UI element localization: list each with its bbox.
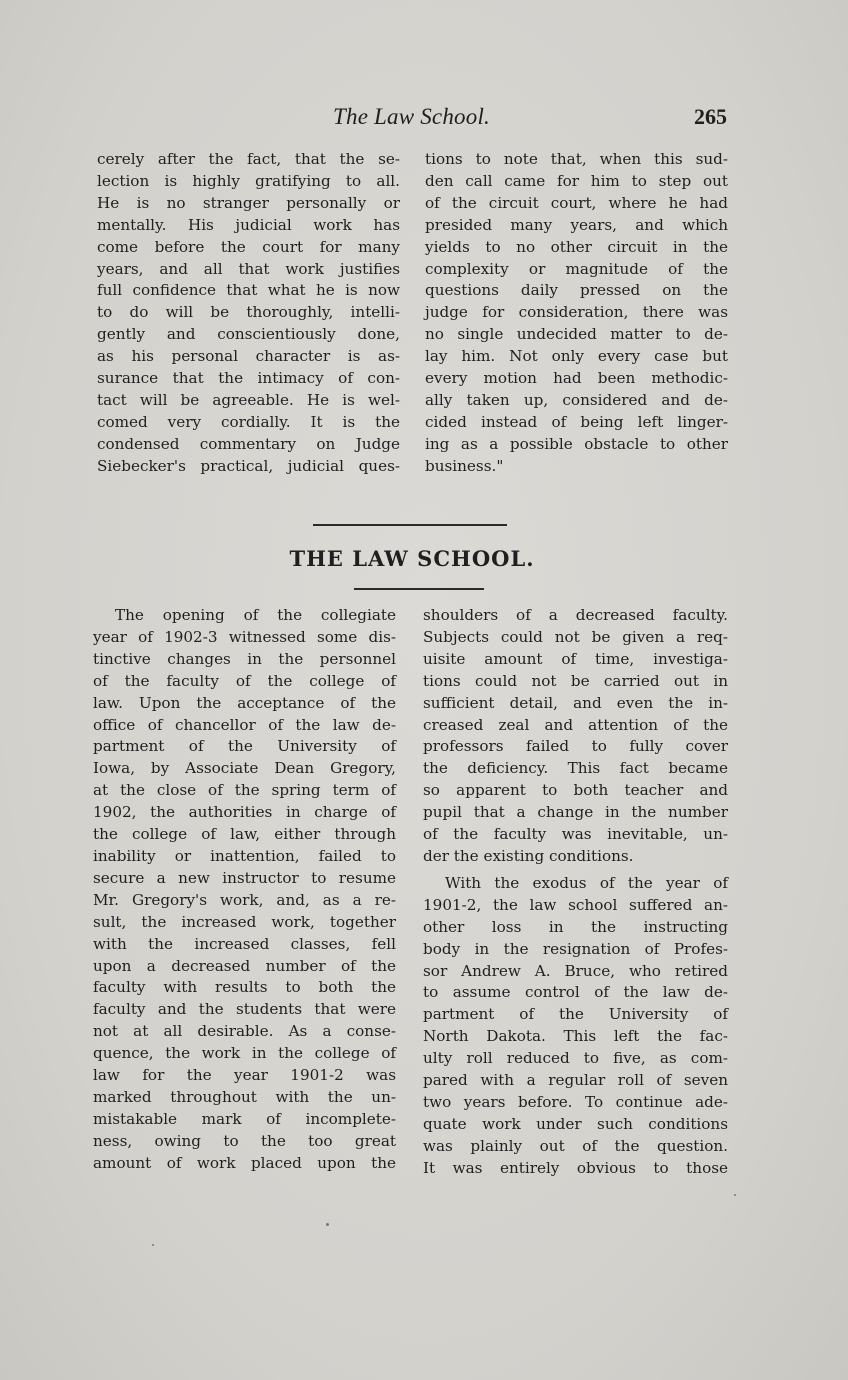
text-line: to do will be thoroughly, intelli- (97, 303, 400, 322)
text-line: yields to no other circuit in the (425, 237, 728, 256)
text-line: tions to note that, when this sud- (425, 150, 728, 168)
text-line: pupil that a change in the number (423, 803, 728, 822)
text-line: tions could not be carried out in (423, 671, 728, 690)
text-line: the deficiency. This fact became (423, 759, 728, 778)
text-line: so apparent to both teacher and (423, 781, 728, 800)
text-line: condensed commentary on Judge (97, 434, 400, 453)
text-line: year of 1902-3 witnessed some dis- (93, 627, 396, 646)
text-line: He is no stranger personally or (97, 193, 400, 212)
text-line: marked throughout with the un- (93, 1087, 396, 1106)
text-line: Subjects could not be given a req- (423, 627, 728, 646)
text-line: sor Andrew A. Bruce, who retired (423, 961, 728, 980)
text-line: come before the court for many (97, 237, 400, 256)
text-line: business." (425, 456, 504, 475)
text-line: partment of the University of (423, 1005, 728, 1024)
text-line: mistakable mark of incomplete- (93, 1109, 396, 1128)
text-line: of the faculty was inevitable, un- (423, 825, 728, 844)
text-line: ness, owing to the too great (93, 1131, 396, 1150)
text-line: sufficient detail, and even the in- (423, 693, 728, 712)
text-line: The opening of the collegiate (115, 606, 396, 624)
text-line: pared with a regular roll of seven (423, 1071, 728, 1090)
text-line: quate work under such conditions (423, 1114, 728, 1133)
text-line: every motion had been methodic- (425, 369, 728, 388)
text-line: gently and conscientiously done, (97, 325, 400, 344)
text-line: of the faculty of the college of (93, 671, 396, 690)
text-line: It was entirely obvious to those (423, 1158, 728, 1177)
text-line: office of chancellor of the law de- (93, 715, 396, 734)
text-line: complexity or magnitude of the (425, 259, 728, 278)
text-line: ally taken up, considered and de- (425, 390, 728, 409)
text-line: not at all desirable. As a conse- (93, 1022, 396, 1041)
text-line: 1901-2, the law school suffered an- (423, 895, 728, 914)
text-line: years, and all that work justifies (97, 259, 400, 278)
section-heading (0, 546, 848, 571)
paragraph (423, 873, 728, 1180)
text-line: tact will be agreeable. He is wel- (97, 390, 400, 409)
text-line: cerely after the fact, that the se- (97, 150, 400, 168)
text-line: der the existing conditions. (423, 846, 634, 865)
paragraph (93, 605, 396, 1175)
text-line: mentally. His judicial work has (97, 215, 400, 234)
text-line: 1902, the authorities in charge of (93, 803, 396, 822)
text-line: the college of law, either through (93, 825, 396, 844)
text-line: creased zeal and attention of the (423, 715, 728, 734)
text-line: tinctive changes in the personnel (93, 649, 396, 668)
text-line: to assume control of the law de- (423, 983, 728, 1002)
text-line: surance that the intimacy of con- (97, 369, 400, 388)
text-line: full confidence that what he is now (97, 281, 400, 300)
text-line: faculty and the students that were (93, 1000, 396, 1019)
running-header-title: The Law School. (333, 104, 490, 129)
paper-speck (734, 1194, 736, 1196)
text-line: other loss in the instructing (423, 917, 728, 936)
text-line: lay him. Not only every case but (425, 347, 728, 366)
text-line: with the increased classes, fell (93, 934, 396, 953)
text-line: no single undecided matter to de- (425, 325, 728, 344)
text-line: amount of work placed upon the (93, 1153, 396, 1172)
section-divider-bottom (354, 588, 484, 590)
bottom-right-column (423, 605, 728, 1180)
text-line: ulty roll reduced to five, as com- (423, 1049, 728, 1068)
section-divider-top (313, 524, 507, 526)
text-line: was plainly out of the question. (423, 1136, 728, 1155)
text-line: presided many years, and which (425, 215, 728, 234)
text-line: judge for consideration, there was (425, 303, 728, 322)
text-line: Siebecker's practical, judicial ques- (97, 456, 400, 475)
text-line: professors failed to fully cover (423, 737, 728, 756)
text-line: North Dakota. This left the fac- (423, 1027, 728, 1046)
text-line: comed very cordially. It is the (97, 412, 400, 431)
text-line: law. Upon the acceptance of the (93, 693, 396, 712)
section-heading-text: THE LAW SCHOOL. (289, 546, 535, 571)
bottom-left-column (93, 605, 396, 1175)
text-line: cided instead of being left linger- (425, 412, 728, 431)
text-line: partment of the University of (93, 737, 396, 756)
text-line: body in the resignation of Profes- (423, 939, 728, 958)
text-line: questions daily pressed on the (425, 281, 728, 300)
text-line: Mr. Gregory's work, and, as a re- (93, 890, 396, 909)
text-line: inability or inattention, failed to (93, 846, 396, 865)
paper-speck (326, 1223, 329, 1226)
text-line: law for the year 1901-2 was (93, 1066, 396, 1085)
text-line: den call came for him to step out (425, 171, 728, 190)
text-line: Iowa, by Associate Dean Gregory, (93, 759, 396, 778)
paragraph (425, 149, 728, 478)
text-line: of the circuit court, where he had (425, 193, 728, 212)
text-line: lection is highly gratifying to all. (97, 171, 400, 190)
paragraph (423, 605, 728, 868)
text-line: secure a new instructor to resume (93, 868, 396, 887)
text-line: upon a decreased number of the (93, 956, 396, 975)
text-line: shoulders of a decreased faculty. (423, 606, 728, 624)
text-line: two years before. To continue ade- (423, 1092, 728, 1111)
top-right-column (425, 149, 728, 478)
page-number: 265 (694, 104, 727, 129)
text-line: at the close of the spring term of (93, 781, 396, 800)
paper-speck (152, 1244, 154, 1246)
text-line: faculty with results to both the (93, 978, 396, 997)
text-line: sult, the increased work, together (93, 912, 396, 931)
text-line: uisite amount of time, investiga- (423, 649, 728, 668)
text-line: With the exodus of the year of (445, 873, 728, 892)
text-line: as his personal character is as- (97, 347, 400, 366)
top-left-column (97, 149, 400, 478)
paragraph (97, 149, 400, 478)
text-line: quence, the work in the college of (93, 1044, 396, 1063)
text-line: ing as a possible obstacle to other (425, 434, 728, 453)
